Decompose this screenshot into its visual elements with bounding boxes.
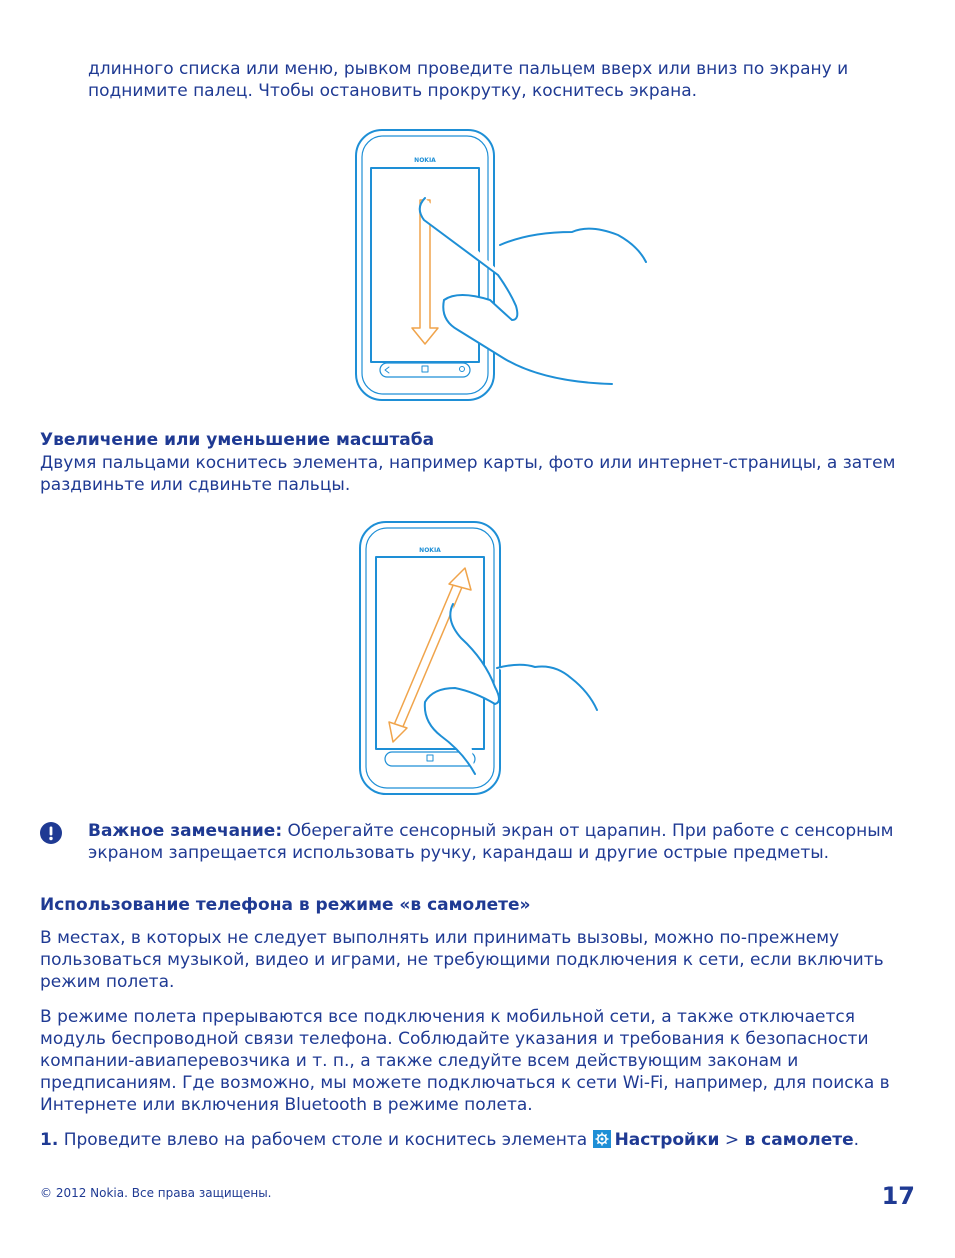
- settings-label: Настройки: [614, 1130, 720, 1150]
- airplane-mode-paragraph-1: В местах, в которых не следует выполнять или принимать вызовы, можно по-прежнему пользоваться музыкой, видео и играми, не требующими подключения к сети, если включить режим полета.: [40, 928, 884, 992]
- zoom-gesture-illustration: [345, 512, 610, 797]
- zoom-heading: Увеличение или уменьшение масштаба: [40, 430, 435, 450]
- step-number: 1.: [40, 1130, 59, 1150]
- nokia-logo: NOKIA: [414, 157, 436, 164]
- settings-gear-icon: [593, 1130, 611, 1148]
- step-end: .: [853, 1130, 860, 1150]
- airplane-mode-label: в самолете: [744, 1130, 854, 1150]
- note-body: Оберегайте сенсорный экран от царапин. При работе с сенсорным экраном запрещается использовать ручку, карандаш и другие острые предметы.: [88, 821, 894, 863]
- search-key-icon: [460, 367, 465, 372]
- airplane-mode-heading: Использование телефона в режиме «в самолете»: [40, 895, 531, 915]
- nokia-logo: NOKIA: [419, 547, 441, 554]
- copyright: © 2012 Nokia. Все права защищены.: [40, 1186, 272, 1200]
- important-note: [88, 820, 908, 864]
- hand-icon: [420, 198, 646, 384]
- step-text: Проведите влево на рабочем столе и коснитесь элемента: [58, 1130, 593, 1150]
- step-1: [40, 1129, 920, 1151]
- path-separator: >: [719, 1130, 745, 1150]
- intro-paragraph: длинного списка или меню, рывком проведите пальцем вверх или вниз по экрану и поднимите палец. Чтобы остановить прокрутку, коснитесь экрана.: [88, 59, 849, 101]
- windows-key-icon: [427, 755, 433, 761]
- windows-key-icon: [422, 366, 428, 372]
- note-label: Важное замечание:: [88, 821, 283, 841]
- airplane-mode-paragraph-2: В режиме полета прерываются все подключения к мобильной сети, а также отключается модуль беспроводной связи телефона. Соблюдайте указания и требования к безопасности компании-авиаперевозчика и т. п., а также следуйте всем действующим законам и предписаниям. Где возможно, мы можете подключаться к сети Wi-Fi, например, для поиска в Интернете или включения Bluetooth в режиме полета.: [40, 1007, 890, 1115]
- phone-body: [356, 130, 494, 400]
- warning-icon: [40, 822, 62, 844]
- page-number: 17: [881, 1182, 915, 1210]
- zoom-paragraph: Двумя пальцами коснитесь элемента, например карты, фото или интернет-страницы, а затем раздвиньте или сдвиньте пальцы.: [40, 453, 896, 495]
- scroll-gesture-illustration: [340, 120, 660, 410]
